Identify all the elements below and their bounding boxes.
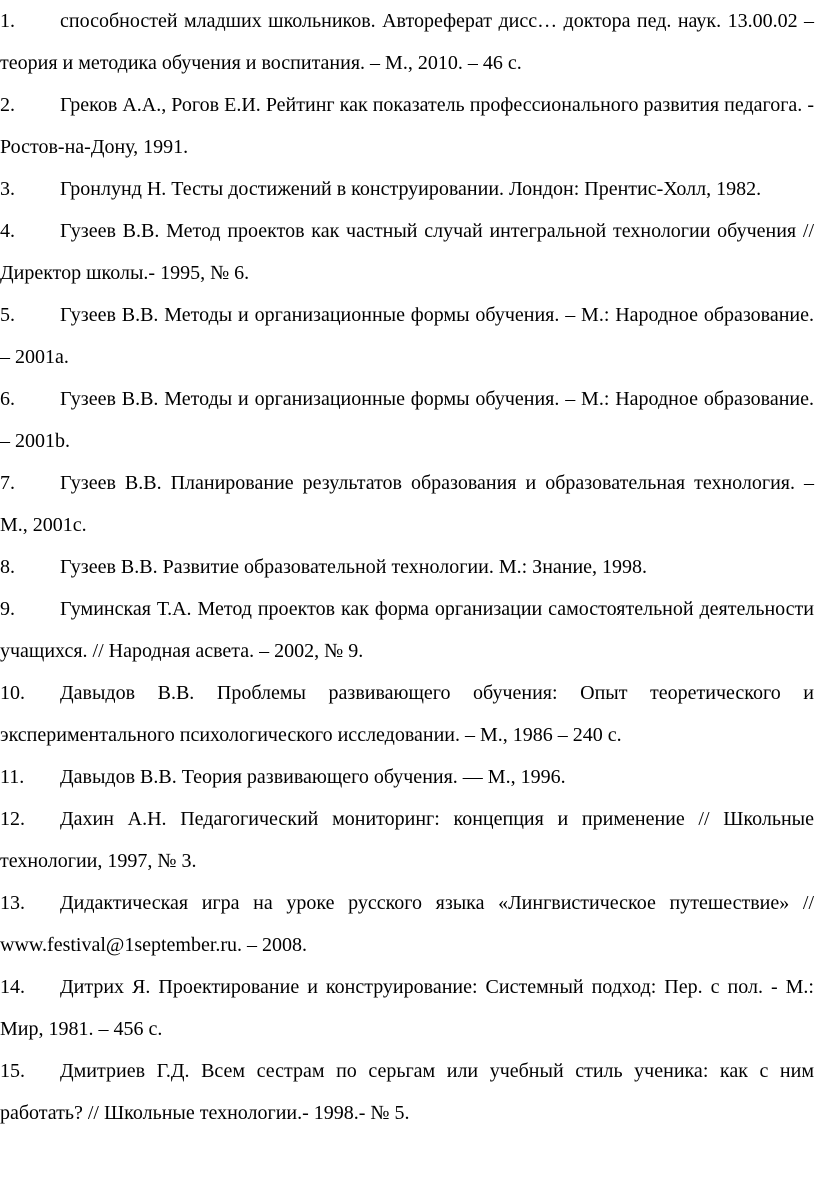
reference-item	[0, 966, 816, 1050]
reference-item	[0, 210, 816, 294]
reference-item	[0, 168, 816, 210]
reference-item	[0, 294, 816, 378]
reference-text: Дитрих Я. Проектирование и конструирование: Системный подход: Пер. с пол. - М.: Мир, 1981. – 456 с.	[0, 976, 814, 1040]
reference-text: Дахин А.Н. Педагогический мониторинг: концепция и применение // Школьные технологии, 1997, № 3.	[0, 808, 814, 872]
reference-item	[0, 756, 816, 798]
reference-number: 2.	[0, 94, 15, 116]
reference-number: 4.	[0, 220, 15, 242]
reference-text: Давыдов В.В. Теория развивающего обучения. — М., 1996.	[60, 766, 566, 788]
reference-text: Гуминская Т.А. Метод проектов как форма организации самостоятельной деятельности учащихся. // Народная асвета. – 2002, № 9.	[0, 598, 814, 662]
reference-number: 9.	[0, 598, 15, 620]
reference-number: 11.	[0, 766, 25, 788]
reference-item	[0, 798, 816, 882]
reference-item	[0, 378, 816, 462]
reference-item	[0, 882, 816, 966]
reference-text: Гузеев В.В. Методы и организационные формы обучения. – М.: Народное образование. – 2001a.	[0, 304, 814, 368]
reference-number: 7.	[0, 472, 15, 494]
reference-number: 12.	[0, 808, 25, 830]
reference-text: Гронлунд Н. Тесты достижений в конструировании. Лондон: Прентис-Холл, 1982.	[60, 178, 762, 200]
reference-number: 8.	[0, 556, 15, 578]
reference-text: Гузеев В.В. Методы и организационные формы обучения. – М.: Народное образование. – 2001b.	[0, 388, 814, 452]
reference-text: Дидактическая игра на уроке русского языка «Лингвистическое путешествие» // www.festival@1september.ru. – 2008.	[0, 892, 814, 956]
reference-number: 5.	[0, 304, 15, 326]
reference-item	[0, 462, 816, 546]
reference-number: 15.	[0, 1060, 25, 1082]
reference-number: 14.	[0, 976, 25, 998]
reference-item	[0, 84, 816, 168]
reference-number: 6.	[0, 388, 15, 410]
reference-number: 3.	[0, 178, 15, 200]
reference-text: Греков А.А., Рогов Е.И. Рейтинг как показатель профессионального развития педагога. - Ростов-на-Дону, 1991.	[0, 94, 814, 158]
reference-text: Гузеев В.В. Планирование результатов образования и образовательная технология. – М., 2001c.	[0, 472, 814, 536]
reference-number: 1.	[0, 10, 15, 32]
reference-text: Гузеев В.В. Метод проектов как частный случай интегральной технологии обучения // Директор школы.- 1995, № 6.	[0, 220, 814, 284]
reference-text: способностей младших школьников. Автореферат дисс… доктора пед. наук. 13.00.02 – теория и методика обучения и воспитания. – М., 2010. – 46 с.	[0, 10, 814, 74]
reference-item	[0, 672, 816, 756]
reference-number: 13.	[0, 892, 25, 914]
reference-text: Дмитриев Г.Д. Всем сестрам по серьгам или учебный стиль ученика: как с ним работать? // Школьные технологии.- 1998.- № 5.	[0, 1060, 814, 1124]
reference-number: 10.	[0, 682, 25, 704]
reference-item	[0, 1050, 816, 1134]
reference-item	[0, 588, 816, 672]
reference-text: Гузеев В.В. Развитие образовательной технологии. М.: Знание, 1998.	[60, 556, 648, 578]
reference-item	[0, 546, 816, 588]
reference-text: Давыдов В.В. Проблемы развивающего обучения: Опыт теоретического и экспериментального психологического исследовании. – М., 1986 – 240 с.	[0, 682, 814, 746]
reference-item	[0, 0, 816, 84]
